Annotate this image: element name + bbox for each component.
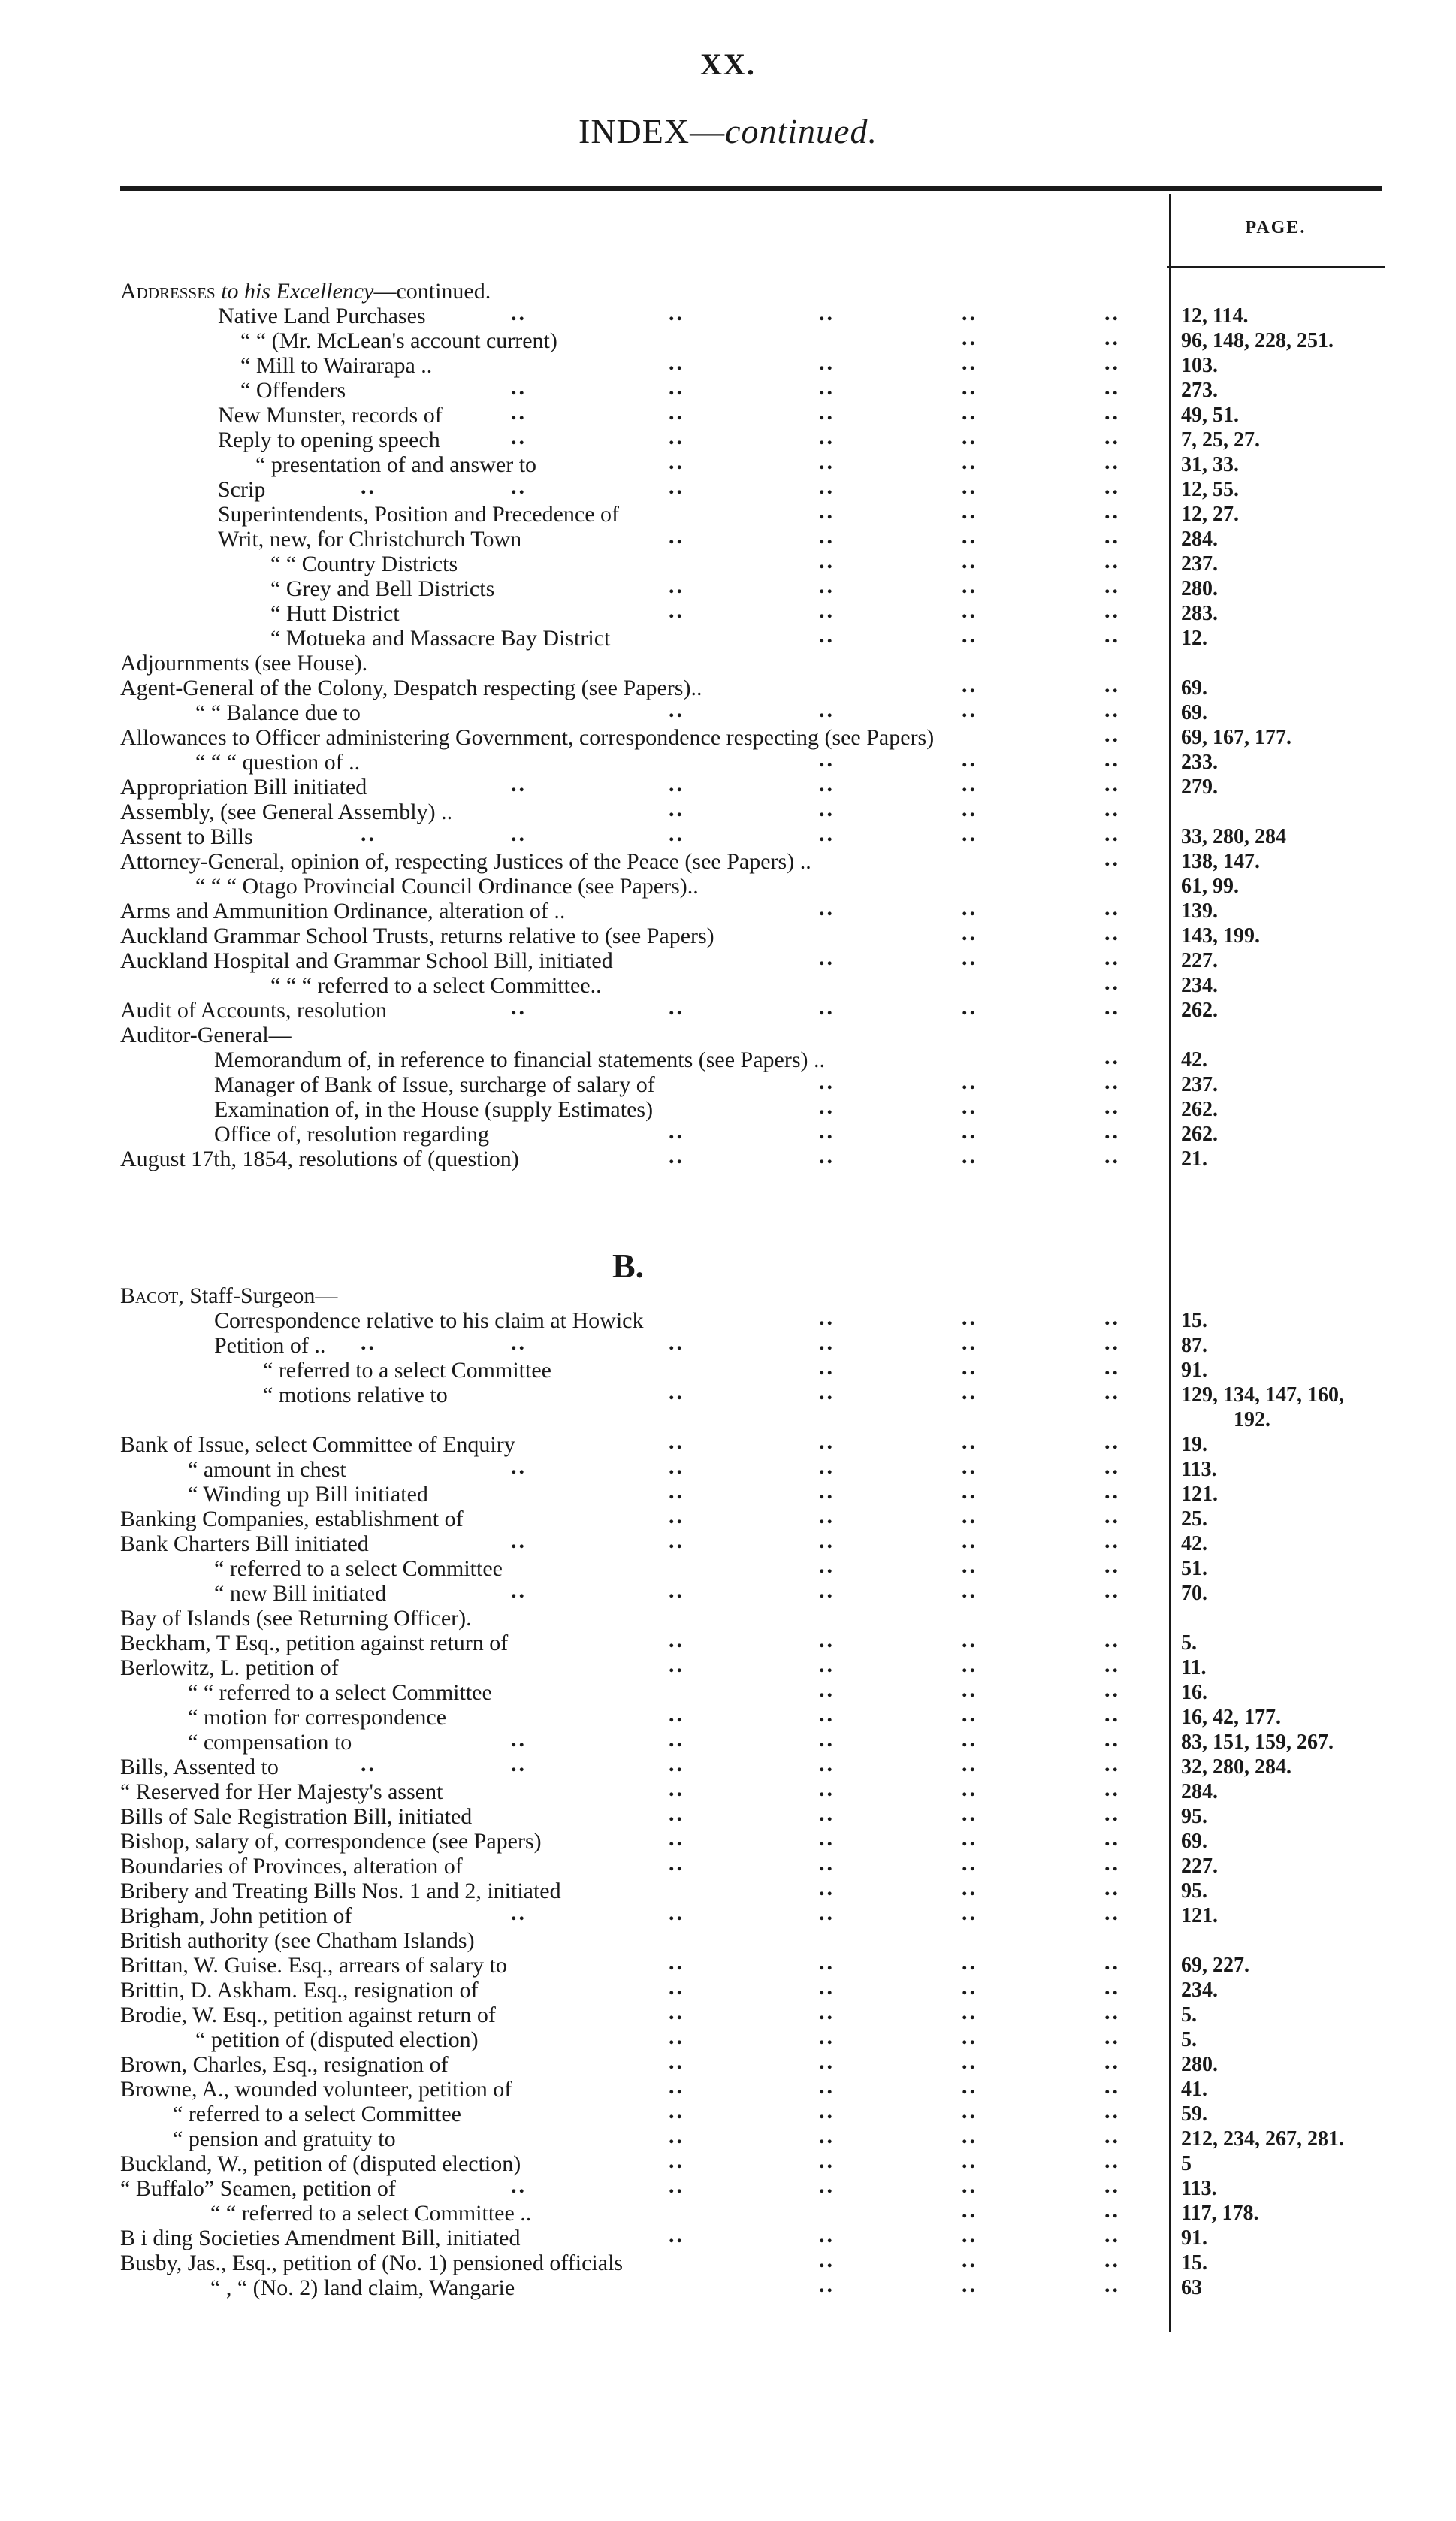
entry-text-part: Bishop, salary of, correspondence (see Papers) [120, 1829, 542, 1854]
entry-text-part: Adjournments (see House). [120, 651, 368, 676]
page-reference: 15. [1181, 2251, 1207, 2275]
page-reference: 19. [1181, 1433, 1207, 1456]
entry-text-part: “ new Bill initiated [214, 1581, 387, 1606]
leader-dots: .. .. .. .. [669, 697, 1120, 722]
entry-text-part: Audit of Accounts, resolution [120, 998, 387, 1023]
leader-dots: .. .. .. [819, 945, 1120, 970]
entry-text-part: Auckland Hospital and Grammar School Bill, initiated [120, 948, 613, 973]
index-entry [0, 1144, 1456, 1171]
leader-dots: .. .. .. .. [669, 1504, 1120, 1528]
page-reference: 237. [1181, 1073, 1218, 1096]
entry-text [120, 849, 811, 874]
index-entry [0, 1900, 1456, 1928]
entry-text-part: “ pension and gratuity to [173, 2127, 396, 2151]
leader-dots: .. .. .. [819, 1553, 1120, 1578]
leader-dots: .. .. .. .. [669, 2148, 1120, 2173]
leader-dots: .. .. .. .. [669, 1628, 1120, 1652]
leader-dots: .. .. .. .. [669, 2000, 1120, 2024]
entry-text-part: “ “ “ Otago Provincial Council Ordinance (see Papers).. [195, 874, 699, 899]
leader-dots: .. .. .. .. .. .. [361, 1752, 1120, 1776]
entry-text-part: “ Hutt District [270, 601, 400, 626]
entry-text-part: B i ding Societies Amendment Bill, initiated [120, 2226, 521, 2250]
page-reference: 69. [1181, 676, 1207, 700]
leader-dots: .. .. .. .. [669, 2024, 1120, 2049]
page-reference: 21. [1181, 1147, 1207, 1171]
entry-text [210, 2275, 515, 2300]
leader-dots: .. .. .. .. .. .. [361, 821, 1120, 846]
section-b-letter: B. [612, 1247, 645, 1285]
entry-text-part: Scrip [218, 477, 266, 502]
page-reference: 51. [1181, 1557, 1207, 1580]
page-reference: 280. [1181, 577, 1218, 600]
entry-text-part: “ motion for correspondence [188, 1705, 447, 1730]
page-reference: 63 [1181, 2276, 1202, 2299]
leader-dots: .. .. .. .. [669, 1776, 1120, 1801]
page-reference: 5 [1181, 2152, 1192, 2175]
leader-dots: .. .. .. .. [669, 1702, 1120, 1727]
entry-text-part: New Munster, records of [218, 403, 443, 428]
page-reference: 129, 134, 147, 160, [1181, 1383, 1344, 1407]
page-reference: 12, 27. [1181, 503, 1239, 526]
index-entry [0, 995, 1456, 1023]
leader-dots: .. .. .. .. [669, 2099, 1120, 2124]
page-reference: 138, 147. [1181, 850, 1260, 873]
leader-dots: .. [1104, 1044, 1120, 1069]
entry-text-part: Superintendents, Position and Precedence of [218, 502, 620, 527]
leader-dots: .. .. .. .. .. [511, 772, 1120, 797]
entry-text-part: Auditor-General— [120, 1023, 292, 1047]
entry-text-part: Reply to opening speech [218, 428, 440, 452]
page-reference: 32, 280, 284. [1181, 1755, 1291, 1779]
index-entry [0, 623, 1456, 651]
page-reference: 234. [1181, 974, 1218, 997]
page-reference: 12, 55. [1181, 478, 1239, 501]
leader-dots: .. .. .. .. [669, 2223, 1120, 2247]
page-reference: 284. [1181, 1780, 1218, 1803]
leader-dots: .. [1104, 722, 1120, 747]
page-reference: 95. [1181, 1805, 1207, 1828]
page-reference: 16, 42, 177. [1181, 1706, 1281, 1729]
leader-dots: .. .. .. .. [669, 449, 1120, 474]
leader-dots: .. .. .. .. .. [511, 1900, 1120, 1925]
leader-dots: .. .. .. .. [669, 1826, 1120, 1851]
title-main: INDEX— [578, 112, 726, 150]
entry-text-part: Bank of Issue, select Committee of Enquiry [120, 1432, 515, 1457]
leader-dots: .. .. .. [819, 747, 1120, 772]
page-reference: 61, 99. [1181, 875, 1239, 898]
page-reference: 262. [1181, 999, 1218, 1022]
page-reference: 12, 114. [1181, 304, 1249, 328]
leader-dots: .. .. .. [819, 499, 1120, 524]
leader-dots: .. .. .. .. [669, 1479, 1120, 1504]
entry-text-part: Bank Charters Bill initiated [120, 1531, 369, 1556]
leader-dots: .. .. .. .. [669, 1851, 1120, 1876]
entry-text-part: August 17th, 1854, resolutions of (question) [120, 1147, 519, 1171]
leader-dots: .. .. [962, 673, 1120, 697]
leader-dots: .. .. .. .. [669, 524, 1120, 549]
leader-dots: .. .. .. [819, 896, 1120, 920]
leader-dots: .. .. .. .. [669, 1119, 1120, 1144]
entry-text-part: Attorney-General, opinion of, respecting Justices of the Peace (see Papers) .. [120, 849, 811, 874]
page-reference: 227. [1181, 1854, 1218, 1878]
entry-text-part: “ motions relative to [263, 1383, 448, 1407]
entry-text-part: “ , “ (No. 2) land claim, Wangarie [210, 2275, 515, 2300]
entry-text-part: Native Land Purchases [218, 304, 426, 328]
page-reference: 5. [1181, 2003, 1197, 2027]
leader-dots: .. .. .. [819, 1355, 1120, 1380]
entry-text-part: Brittan, W. Guise. Esq., arrears of salary to [120, 1953, 507, 1978]
entry-text-part: “ Offenders [240, 378, 346, 403]
leader-dots: .. .. .. [819, 2247, 1120, 2272]
page-reference: 5. [1181, 2028, 1197, 2051]
page-reference: 69, 227. [1181, 1954, 1249, 1977]
leader-dots: .. [1104, 970, 1120, 995]
page-reference: 262. [1181, 1123, 1218, 1146]
leader-dots: .. .. .. [819, 1069, 1120, 1094]
leader-dots: .. .. .. .. .. [511, 2173, 1120, 2198]
page-reference: 121. [1181, 1483, 1218, 1506]
page-reference: 227. [1181, 949, 1218, 972]
index-section-b [0, 1283, 1456, 2300]
leader-dots: .. [1104, 846, 1120, 871]
title-continued: continued. [725, 112, 878, 150]
entry-text-part: Examination of, in the House (supply Estimates) [214, 1097, 654, 1122]
entry-text-part: “ Grey and Bell Districts [270, 576, 495, 601]
page-column-header: PAGE. [1245, 218, 1306, 237]
page-reference: 70. [1181, 1582, 1207, 1605]
page-reference: 69, 167, 177. [1181, 726, 1291, 749]
leader-dots: .. .. .. .. [669, 1652, 1120, 1677]
entry-text-part: Office of, resolution regarding [214, 1122, 489, 1147]
entry-text-part: Bribery and Treating Bills Nos. 1 and 2, initiated [120, 1879, 561, 1903]
leader-dots: .. .. .. [819, 549, 1120, 573]
page-reference: 11. [1181, 1656, 1207, 1679]
entry-text-part: Writ, new, for Christchurch Town [218, 527, 522, 552]
entry-text-part: “ referred to a select Committee [173, 2102, 461, 2127]
index-entry [0, 1380, 1456, 1407]
leader-dots: .. .. .. [819, 1876, 1120, 1900]
page-reference: 121. [1181, 1904, 1218, 1927]
page-reference: 139. [1181, 899, 1218, 923]
page-reference: 42. [1181, 1048, 1207, 1072]
page-reference: 15. [1181, 1309, 1207, 1332]
leader-dots: .. .. .. .. .. [511, 400, 1120, 425]
entry-text-part: “ “ referred to a select Committee [188, 1680, 492, 1705]
leader-dots: .. .. .. .. [669, 2124, 1120, 2148]
entry-text-part: “ compensation to [188, 1730, 352, 1755]
entry-text [120, 1903, 352, 1928]
page-reference: 91. [1181, 2226, 1207, 2250]
page-reference: 284. [1181, 527, 1218, 551]
entry-text-part: British authority (see Chatham Islands) [120, 1928, 475, 1953]
page-reference: 273. [1181, 379, 1218, 402]
entry-text-part: Arms and Ammunition Ordinance, alteration of .. [120, 899, 566, 923]
page-reference: 280. [1181, 2053, 1218, 2076]
leader-dots: .. .. .. .. [669, 350, 1120, 375]
entry-text-part: Buckland, W., petition of (disputed election) [120, 2151, 521, 2176]
page-reference: 16. [1181, 1681, 1207, 1704]
leader-dots: .. .. .. [819, 1094, 1120, 1119]
entry-text-part: Assembly, (see General Assembly) .. [120, 800, 453, 824]
page-reference: 279. [1181, 775, 1218, 799]
leader-dots: .. .. .. .. .. [511, 995, 1120, 1020]
leader-dots: .. .. .. [819, 2272, 1120, 2297]
page-reference: 5. [1181, 1631, 1197, 1655]
entry-text-part: Banking Companies, establishment of [120, 1507, 464, 1531]
entry-text-part: “ “ “ referred to a select Committee.. [270, 973, 602, 998]
entry-text-part: Brodie, W. Esq., petition against return of [120, 2003, 496, 2027]
leader-dots: .. .. .. .. .. .. [361, 474, 1120, 499]
page-reference: 59. [1181, 2102, 1207, 2126]
entry-text [270, 626, 610, 651]
entry-text-part: Browne, A., wounded volunteer, petition of [120, 2077, 512, 2102]
leader-dots: .. .. .. .. [669, 2049, 1120, 2074]
entry-text-part: “ “ referred to a select Committee .. [210, 2201, 532, 2226]
entry-text-part: Bay of Islands (see Returning Officer). [120, 1606, 472, 1631]
page-reference: 31, 33. [1181, 453, 1239, 476]
entry-text-part: Auckland Grammar School Trusts, returns relative to (see Papers) [120, 923, 714, 948]
page-reference: 49, 51. [1181, 404, 1239, 427]
leader-dots: .. .. .. .. [669, 1975, 1120, 2000]
index-entry [0, 1578, 1456, 1606]
entry-text-part: Memorandum of, in reference to financial statements (see Papers) .. [214, 1047, 826, 1072]
page-header-rule [1167, 266, 1385, 268]
page-reference: 69. [1181, 701, 1207, 724]
entry-text-part: Agent-General of the Colony, Despatch respecting (see Papers).. [120, 676, 702, 700]
leader-dots: .. .. [962, 2198, 1120, 2223]
entry-text-part: Assent to Bills [120, 824, 253, 849]
page-reference: 42. [1181, 1532, 1207, 1555]
page-reference: 103. [1181, 354, 1218, 377]
entry-text-part: “ Mill to Wairarapa .. [240, 353, 433, 378]
entry-text-part: “ amount in chest [188, 1457, 346, 1482]
page-reference: 7, 25, 27. [1181, 428, 1260, 452]
top-rule [120, 186, 1382, 191]
page-reference: 69. [1181, 1830, 1207, 1853]
entry-text-part: Busby, Jas., Esq., petition of (No. 1) pensioned officials [120, 2250, 624, 2275]
leader-dots: .. .. .. .. .. [511, 1528, 1120, 1553]
page-reference: 83, 151, 159, 267. [1181, 1731, 1334, 1754]
page-reference: 192. [1181, 1408, 1270, 1431]
entry-text-part: “ Winding up Bill initiated [188, 1482, 428, 1507]
page-reference: 212, 234, 267, 281. [1181, 2127, 1344, 2151]
index-entry [0, 846, 1456, 874]
page-title [0, 111, 1456, 151]
page-reference: 87. [1181, 1334, 1207, 1357]
leader-dots: .. .. .. .. .. [511, 301, 1120, 325]
entry-text-part: Berlowitz, L. petition of [120, 1655, 339, 1680]
entry-text-part: Boundaries of Provinces, alteration of [120, 1854, 463, 1879]
entry-text-part: Allowances to Officer administering Government, correspondence respecting (see Papers) [120, 725, 935, 750]
leader-dots: .. .. [962, 325, 1120, 350]
entry-text-part: Manager of Bank of Issue, surcharge of salary of [214, 1072, 655, 1097]
leader-dots: .. .. .. [819, 1305, 1120, 1330]
page-reference: 237. [1181, 552, 1218, 576]
page-reference: 117, 178. [1181, 2202, 1259, 2225]
leader-dots: .. .. [962, 920, 1120, 945]
page-reference: 143, 199. [1181, 924, 1260, 948]
page-reference: 95. [1181, 1879, 1207, 1903]
entry-text-part: Petition of .. [214, 1333, 326, 1358]
page-reference: 41. [1181, 2078, 1207, 2101]
page-reference: 96, 148, 228, 251. [1181, 329, 1334, 352]
entry-text-part: “ Reserved for Her Majesty's assent [120, 1779, 443, 1804]
index-entry [0, 2272, 1456, 2300]
page-reference: 113. [1181, 2177, 1217, 2200]
page-reference: 233. [1181, 751, 1218, 774]
page-reference: 12. [1181, 627, 1207, 650]
leader-dots: .. .. .. .. [669, 598, 1120, 623]
leader-dots: .. .. .. .. [669, 2074, 1120, 2099]
leader-dots: .. .. .. .. [669, 1950, 1120, 1975]
entry-text-part: Brown, Charles, Esq., resignation of [120, 2052, 449, 2077]
page-reference: 33, 280, 284 [1181, 825, 1286, 848]
leader-dots: .. .. .. .. [669, 1801, 1120, 1826]
leader-dots: .. .. .. .. .. [511, 1454, 1120, 1479]
leader-dots: .. .. .. .. [669, 797, 1120, 821]
entry-text-part: Appropriation Bill initiated [120, 775, 367, 800]
entry-text [120, 998, 387, 1023]
page-reference: 234. [1181, 1978, 1218, 2002]
page-reference: 283. [1181, 602, 1218, 625]
entry-text-part: Bills of Sale Registration Bill, initiated [120, 1804, 473, 1829]
leader-dots: .. .. .. .. .. [511, 375, 1120, 400]
index-section-a [0, 279, 1456, 1171]
leader-dots: .. .. .. .. [669, 1429, 1120, 1454]
entry-text-part: to his Excellency [221, 279, 374, 304]
entry-text-part: Brigham, John petition of [120, 1903, 352, 1928]
entry-text-part: “ referred to a select Committee [263, 1358, 551, 1383]
entry-text-part: , Staff-Surgeon— [178, 1283, 338, 1308]
entry-text-part: Brittin, D. Askham. Esq., resignation of [120, 1978, 479, 2003]
entry-text-part: “ Buffalo” Seamen, petition of [120, 2176, 396, 2201]
page-reference: 91. [1181, 1359, 1207, 1382]
page-reference: 262. [1181, 1098, 1218, 1121]
entry-text-part: —continued. [373, 279, 491, 304]
entry-text-part: “ “ Country Districts [270, 552, 458, 576]
leader-dots: .. .. .. .. .. [511, 1578, 1120, 1603]
entry-text [263, 1383, 448, 1407]
entry-text [214, 1581, 386, 1606]
entry-text-part: Bacot [120, 1283, 179, 1308]
leader-dots: .. .. .. .. [669, 573, 1120, 598]
page-reference: 25. [1181, 1507, 1207, 1531]
entry-text-part: Bills, Assented to [120, 1755, 279, 1779]
leader-dots: .. .. .. .. .. [511, 425, 1120, 449]
entry-text-part: Beckham, T Esq., petition against return of [120, 1631, 509, 1655]
entry-text-part: Correspondence relative to his claim at Howick [214, 1308, 644, 1333]
leader-dots: .. .. .. .. .. .. [361, 1330, 1120, 1355]
entry-text-part: Addresses [120, 279, 222, 304]
entry-text-part: “ referred to a select Committee [214, 1556, 503, 1581]
entry-text [120, 1147, 519, 1171]
page-reference: 113. [1181, 1458, 1217, 1481]
entry-text-part: “ “ “ question of .. [195, 750, 361, 775]
entry-text-part: “ “ Balance due to [195, 700, 361, 725]
leader-dots: .. .. .. [819, 1677, 1120, 1702]
leader-dots: .. .. .. .. [669, 1380, 1120, 1404]
entry-text-part: “ Motueka and Massacre Bay District [270, 626, 611, 651]
page-number: XX. [700, 47, 756, 81]
entry-text-part: “ petition of (disputed election) [195, 2027, 479, 2052]
leader-dots: .. .. .. [819, 623, 1120, 648]
entry-text-part: “ “ (Mr. McLean's account current) [240, 328, 557, 353]
leader-dots: .. .. .. .. .. [511, 1727, 1120, 1752]
leader-dots: .. .. .. .. [669, 1144, 1120, 1168]
entry-text-part: “ presentation of and answer to [255, 452, 537, 477]
